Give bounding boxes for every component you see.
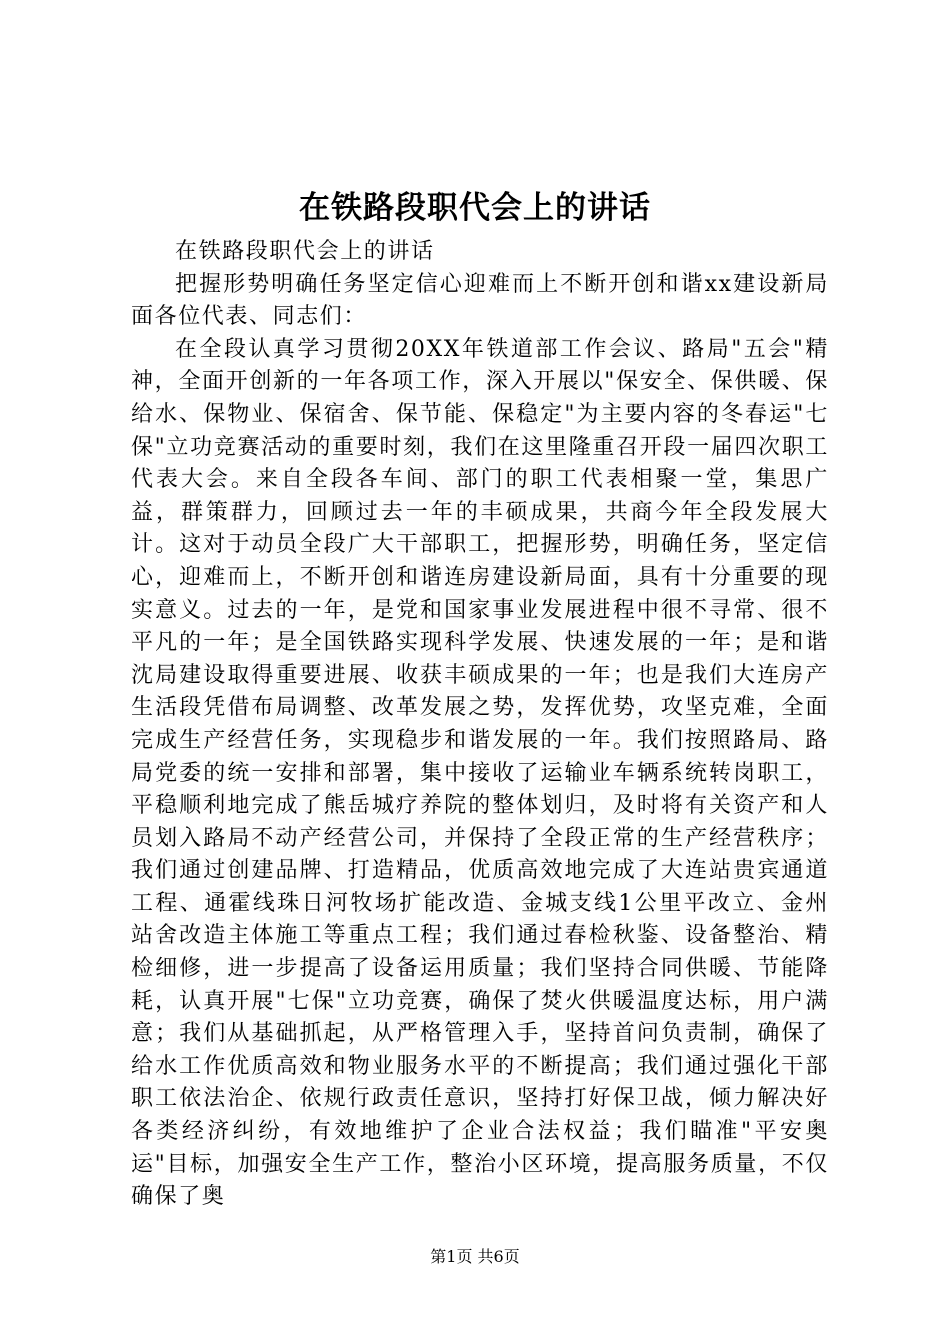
- paragraph-main: 在全段认真学习贯彻20XX年铁道部工作会议、路局"五会"精神，全面开创新的一年各项工作，深入开展以"保安全、保供暖、保给水、保物业、保宿舍、保节能、保稳定"为主要内容的冬春运"七保"立功竞赛活动的重要时刻，我们在这里隆重召开段一届四次职工代表大会。来自全段各车间、部门的职工代表相聚一堂，集思广益，群策群力，回顾过去一年的丰硕成果，共商今年全段发展大计。这对于动员全段广大干部职工，把握形势，明确任务，坚定信心，迎难而上，不断开创和谐连房建设新局面，具有十分重要的现实意义。过去的一年，是党和国家事业发展进程中很不寻常、很不平凡的一年；是全国铁路实现科学发展、快速发展的一年；是和谐沈局建设取得重要进展、收获丰硕成果的一年；也是我们大连房产生活段凭借布局调整、改革发展之势，发挥优势，攻坚克难，全面完成生产经营任务，实现稳步和谐发展的一年。我们按照路局、路局党委的统一安排和部署，集中接收了运输业车辆系统转岗职工，平稳顺利地完成了熊岳城疗养院的整体划归，及时将有关资产和人员划入路局不动产经营公司，并保持了全段正常的生产经营秩序；我们通过创建品牌、打造精品，优质高效地完成了大连站贵宾通道工程、通霍线珠日河牧场扩能改造、金城支线1公里平改立、金州站舍改造主体施工等重点工程；我们通过春检秋鉴、设备整治、精检细修，进一步提高了设备运用质量；我们坚持合同供暖、节能降耗，认真开展"七保"立功竞赛，确保了焚火供暖温度达标，用户满意；我们从基础抓起，从严格管理入手，坚持首问负责制，确保了给水工作优质高效和物业服务水平的不断提高；我们通过强化干部职工依法治企、依规行政责任意识，坚持打好保卫战，倾力解决好各类经济纠纷，有效地维护了企业合法权益；我们瞄准"平安奥运"目标，加强安全生产工作，整治小区环境，提高服务质量，不仅确保了奥: [131, 336, 829, 1210]
- paragraph-subtitle: 在铁路段职代会上的讲话: [175, 239, 435, 264]
- paragraph-greeting: 把握形势明确任务坚定信心迎难而上不断开创和谐xx建设新局面各位代表、同志们：: [131, 271, 829, 330]
- document-title: 在铁路段职代会上的讲话: [299, 190, 651, 226]
- page-footer: 第1页 共6页: [430, 1247, 520, 1266]
- document-body: [131, 236, 829, 1214]
